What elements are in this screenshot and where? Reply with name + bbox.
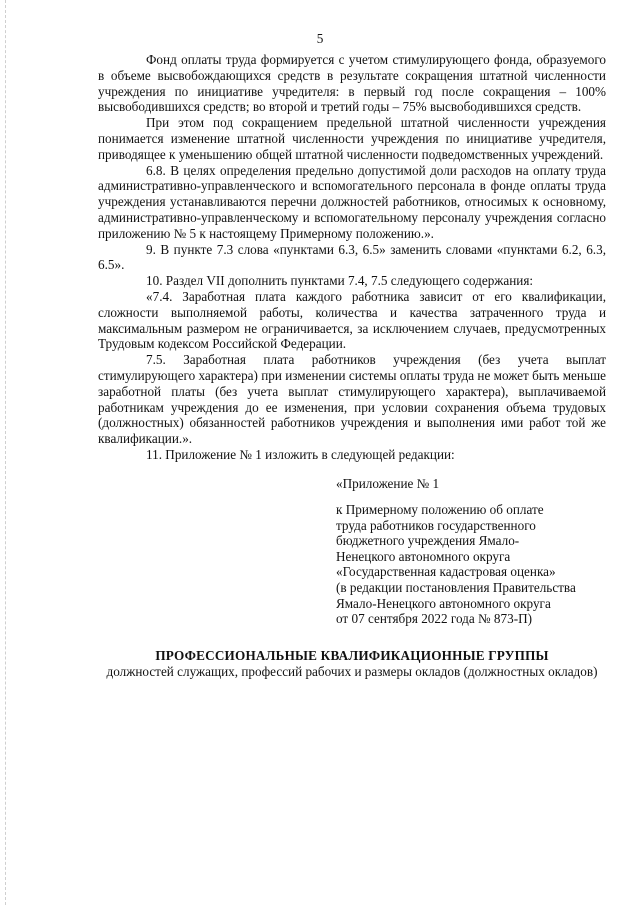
paragraph-wage-fund: Фонд оплаты труда формируется с учетом стимулирующего фонда, образуемого в объеме высвобождающихся средств в результате сокращения штатной численности учреждения по инициативе учредителя: в первый год после сокращения – 100% высвободившихся средств; во второй и третий годы – 75% высвободившихся средств. xyxy=(98,52,606,115)
appendix-line: к Примерному положению об оплате xyxy=(336,502,544,517)
appendix-block xyxy=(336,502,621,627)
appendix-title: «Приложение № 1 xyxy=(336,476,440,491)
paragraph-clause-6-8: 6.8. В целях определения предельно допустимой доли расходов на оплату труда административно-управленческого и вспомогательного персонала в фонде оплаты труда учреждения устанавливаются перечни должностей работников, относимых к основному, административно-управленческому и вспомогательному персоналу учреждения согласно приложению № 5 к настоящему Примерному положению.». xyxy=(98,162,606,241)
heading-title: ПРОФЕССИОНАЛЬНЫЕ КВАЛИФИКАЦИОННЫЕ ГРУППЫ xyxy=(155,648,549,663)
scan-edge-divider xyxy=(5,0,7,905)
appendix-line: «Государственная кадастровая оценка» xyxy=(336,564,556,580)
paragraph-clause-7-4: «7.4. Заработная плата каждого работника зависит от его квалификации, сложности выполняемой работы, количества и качества затраченного труда и максимальным размером не ограничивается, за исключением случаев, предусмотренных Трудовым кодексом Российской Федерации. xyxy=(98,288,606,352)
appendix-line: Ненецкого автономного округа xyxy=(336,548,511,564)
paragraph-staff-reduction: При этом под сокращением предельной штатной численности учреждения понимается изменение штатной численности учреждения по инициативе учредителя, приводящее к уменьшению общей штатной численности подведомственных учреждений. xyxy=(98,115,606,162)
appendix-line: Ямало-Ненецкого автономного округа xyxy=(336,595,551,611)
paragraph-item-9: 9. В пункте 7.3 слова «пунктами 6.3, 6.5» заменить словами «пунктами 6.2, 6.3, 6.5». xyxy=(98,241,606,273)
page-number: 5 xyxy=(316,31,324,46)
appendix-line: труда работников государственного xyxy=(336,517,536,533)
heading-subtitle: должностей служащих, профессий рабочих и размеры окладов (должностных окладов) xyxy=(106,663,598,679)
paragraph-clause-7-5: 7.5. Заработная плата работников учреждения (без учета выплат стимулирующего характера) при изменении системы оплаты труда не может быть меньше заработной платы (без учета выплат стимулирующего характера), выплачиваемой работникам учреждения до ее изменения, при условии сохранения объема трудовых (должностных) обязанностей работников учреждения и выполнения ими работ той же квалификации.». xyxy=(98,352,606,447)
appendix-line: (в редакции постановления Правительства xyxy=(336,579,576,595)
section-heading xyxy=(98,648,606,680)
paragraph-item-11: 11. Приложение № 1 изложить в следующей редакции: xyxy=(146,446,455,462)
appendix-line: от 07 сентября 2022 года № 873-П) xyxy=(336,611,533,627)
document-body xyxy=(98,52,606,463)
paragraph-item-10: 10. Раздел VII дополнить пунктами 7.4, 7.5 следующего содержания: xyxy=(146,273,534,289)
appendix-line: бюджетного учреждения Ямало- xyxy=(336,533,520,549)
